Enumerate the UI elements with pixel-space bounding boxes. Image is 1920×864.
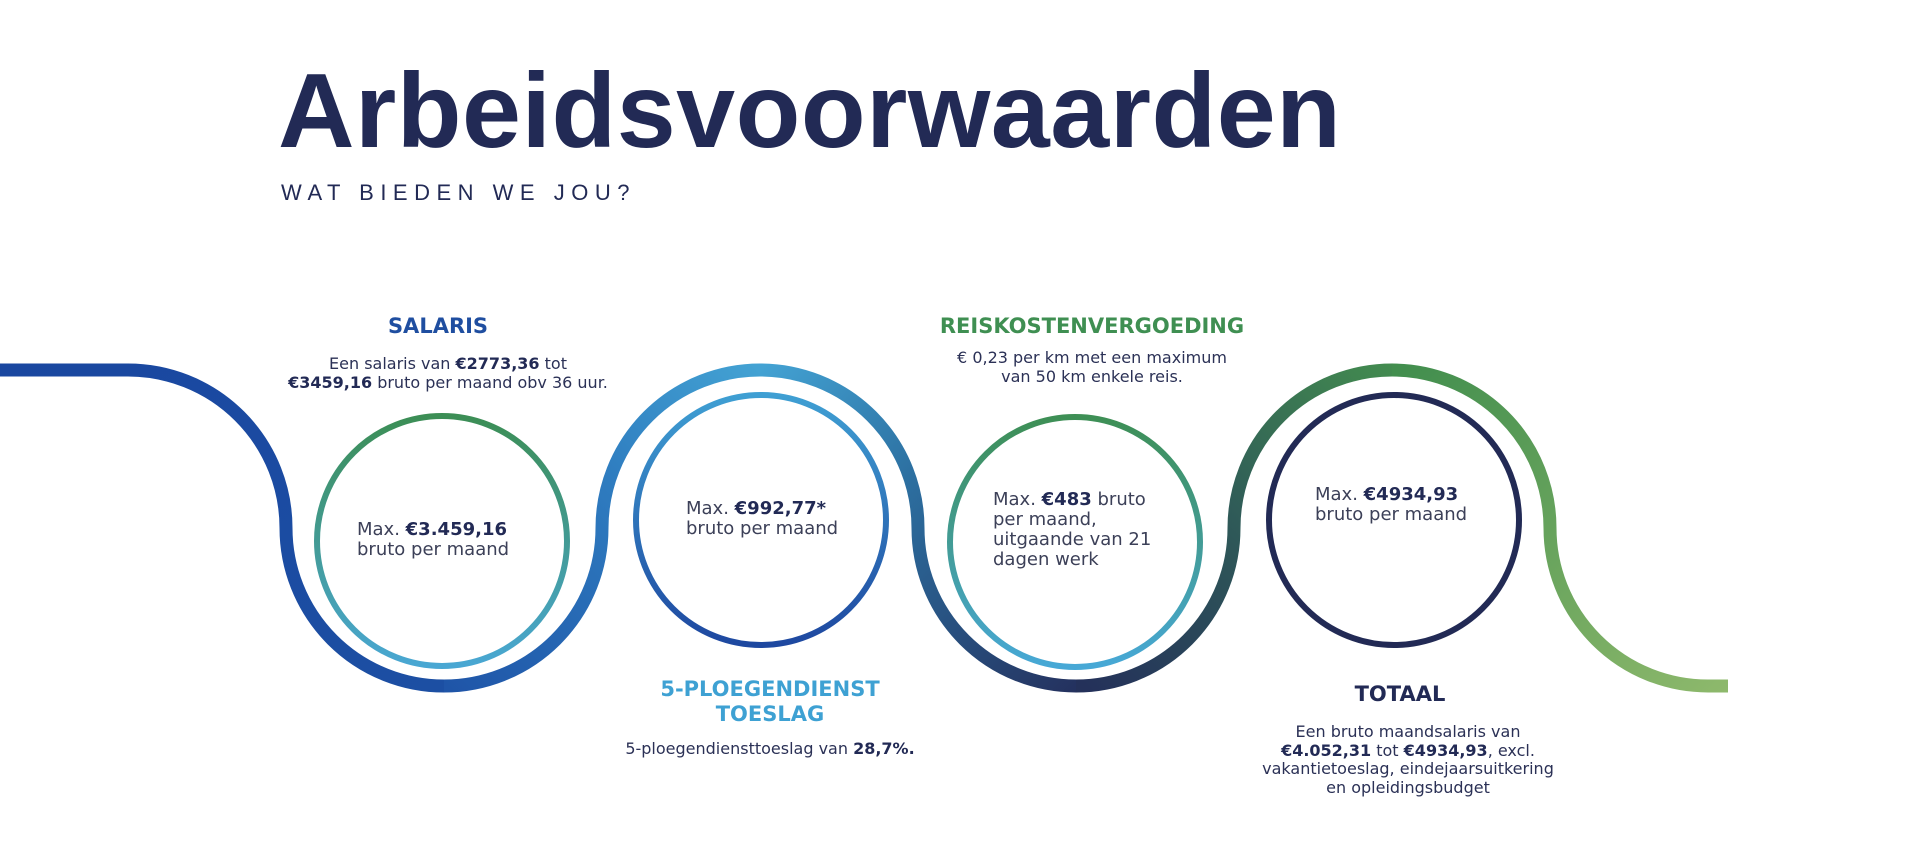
reiskosten-description: € 0,23 per km met een maximum van 50 km enkele reis. <box>957 348 1227 386</box>
totaal-circle-text: Max. €4934,93 bruto per maand <box>1315 484 1468 525</box>
page-title: Arbeidsvoorwaarden <box>278 52 1342 170</box>
ploegen-heading: 5-PLOEGENDIENST TOESLAG <box>660 677 880 727</box>
reiskosten-circle-text: Max. €483 bruto per maand, uitgaande van 21 dagen werk <box>993 489 1152 570</box>
salaris-description: Een salaris van €2773,36 tot €3459,16 bruto per maand obv 36 uur. <box>288 354 608 392</box>
totaal-description: Een bruto maandsalaris van €4.052,31 tot €4934,93, excl. vakantietoeslag, eindejaarsuitkering en opleidingsbudget <box>1262 722 1554 797</box>
salaris-heading: SALARIS <box>387 314 489 338</box>
salaris-circle-text: Max. €3.459,16 bruto per maand <box>357 519 510 560</box>
totaal-heading: TOTAAL <box>1354 682 1446 706</box>
wave-segment-5 <box>1392 370 1728 686</box>
reiskosten-heading: REISKOSTENVERGOEDING <box>939 314 1245 338</box>
page-subtitle: WAT BIEDEN WE JOU? <box>281 180 636 205</box>
ploegen-description: 5-ploegendiensttoeslag van 28,7%. <box>625 739 915 758</box>
ploegen-circle-text: Max. €992,77* bruto per maand <box>686 498 839 539</box>
